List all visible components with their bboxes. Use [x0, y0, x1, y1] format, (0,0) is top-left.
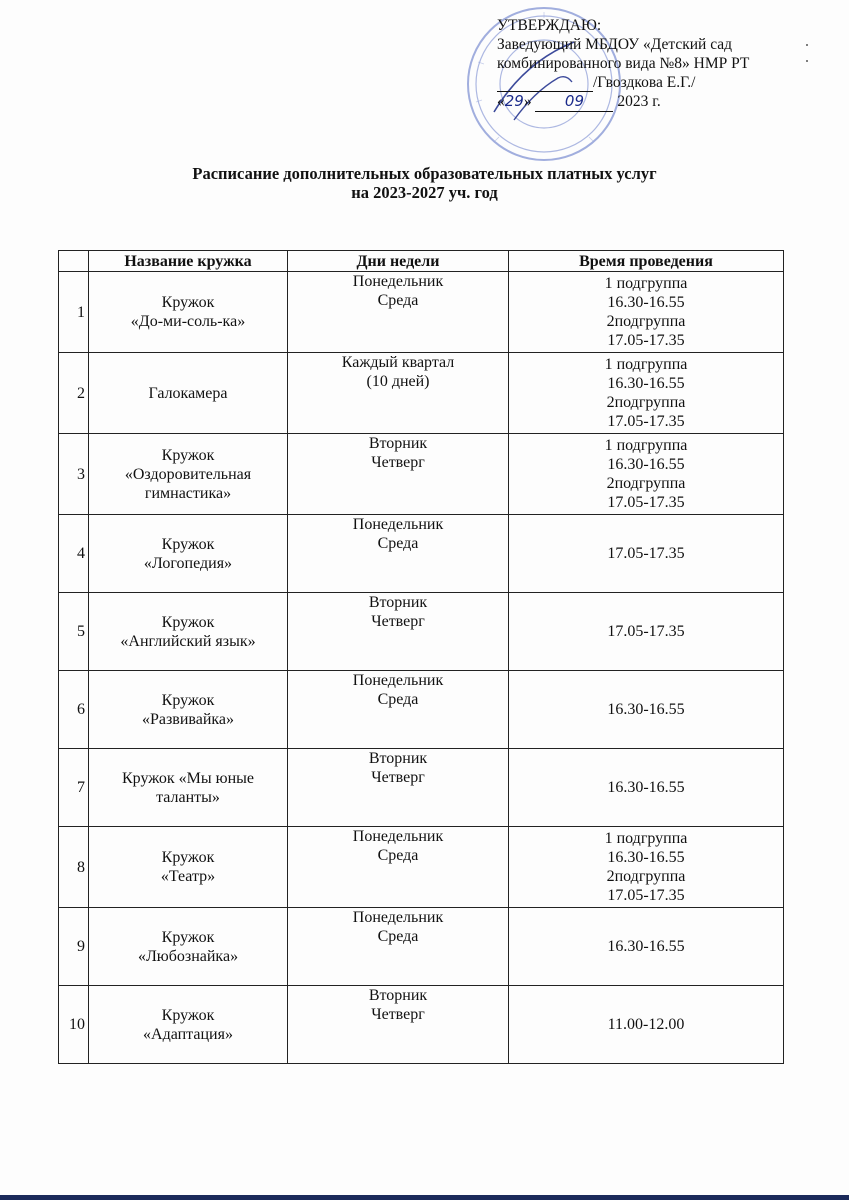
table-row	[59, 272, 784, 353]
week-days-line: Понедельник	[352, 909, 444, 926]
row-number: 8	[59, 827, 89, 908]
club-name-line: «До-ми-соль-ка»	[130, 313, 246, 330]
session-time-line: 2подгруппа	[606, 313, 686, 330]
header-time: Время проведения	[509, 251, 784, 272]
session-time-line: 16.30-16.55	[607, 456, 685, 473]
session-time-line: 16.30-16.55	[607, 849, 685, 866]
club-name-line: «Театр»	[160, 868, 216, 885]
table-row	[59, 986, 784, 1064]
row-number: 4	[59, 515, 89, 593]
scan-bottom-edge	[0, 1195, 849, 1200]
session-time	[509, 671, 784, 749]
table-row	[59, 593, 784, 671]
title-line-2: на 2023-2027 уч. год	[351, 183, 498, 202]
row-number: 9	[59, 908, 89, 986]
date-month: 09	[535, 92, 613, 112]
week-days-line: Понедельник	[352, 672, 444, 689]
club-name-line: «Английский язык»	[120, 632, 256, 650]
approver-name: /Гвоздкова Е.Г./	[593, 74, 696, 91]
week-days-line: Среда	[377, 928, 419, 945]
session-time-line: 16.30-16.55	[607, 779, 685, 796]
session-time-line: 11.00-12.00	[607, 1016, 685, 1033]
table-row	[59, 434, 784, 515]
club-name-line: «Адаптация»	[143, 1025, 233, 1043]
week-days	[288, 272, 509, 353]
approval-signature-line	[497, 73, 749, 92]
club-name-line: Кружок	[161, 691, 215, 709]
club-name-line: «Любознайка»	[137, 947, 239, 965]
row-number: 5	[59, 593, 89, 671]
club-name	[89, 749, 288, 827]
session-time-line: 1 подгруппа	[604, 356, 688, 373]
club-name-line: Галокамера	[148, 384, 228, 402]
week-days-line: Четверг	[371, 613, 425, 630]
club-name-line: Кружок	[161, 849, 215, 866]
club-name	[89, 515, 288, 593]
week-days	[288, 749, 509, 827]
club-name	[89, 434, 288, 515]
header-name: Название кружка	[89, 251, 288, 272]
session-time	[509, 986, 784, 1064]
approval-date: «29» 09 2023 г.	[497, 92, 661, 110]
club-name-line: таланты»	[156, 788, 220, 806]
session-time-line: 1 подгруппа	[604, 275, 688, 292]
session-time-line: 17.05-17.35	[607, 623, 685, 640]
club-name-line: Кружок	[161, 535, 215, 553]
session-time	[509, 434, 784, 515]
week-days-line: (10 дней)	[366, 373, 430, 390]
session-time-line: 17.05-17.35	[607, 494, 685, 511]
approval-heading: УТВЕРЖДАЮ:	[497, 17, 602, 34]
club-name	[89, 353, 288, 434]
week-days	[288, 986, 509, 1064]
session-time-line: 2подгруппа	[606, 475, 686, 492]
week-days	[288, 908, 509, 986]
club-name-line: Кружок	[161, 1006, 215, 1024]
week-days-line: Понедельник	[352, 273, 444, 290]
session-time-line: 17.05-17.35	[607, 887, 685, 904]
row-number: 3	[59, 434, 89, 515]
session-time-line: 17.05-17.35	[607, 413, 685, 430]
week-days-line: Каждый квартал	[341, 354, 455, 371]
session-time-line: 16.30-16.55	[607, 375, 685, 392]
week-days-line: Среда	[377, 691, 419, 708]
week-days	[288, 434, 509, 515]
week-days-line: Вторник	[368, 435, 428, 452]
approval-block	[497, 16, 749, 112]
week-days	[288, 353, 509, 434]
session-time-line: 2подгруппа	[606, 394, 686, 411]
club-name	[89, 272, 288, 353]
club-name	[89, 593, 288, 671]
week-days-line: Вторник	[368, 594, 428, 611]
session-time	[509, 515, 784, 593]
table-row	[59, 515, 784, 593]
week-days-line: Среда	[377, 292, 419, 309]
session-time	[509, 593, 784, 671]
scan-speck	[806, 44, 808, 46]
club-name	[89, 986, 288, 1064]
scan-speck	[806, 60, 808, 62]
approval-position: Заведующий МБДОУ «Детский сад	[497, 36, 733, 53]
club-name	[89, 827, 288, 908]
session-time	[509, 908, 784, 986]
header-days: Дни недели	[288, 251, 509, 272]
club-name	[89, 908, 288, 986]
header-num	[59, 251, 89, 272]
session-time-line: 1 подгруппа	[604, 437, 688, 454]
week-days-line: Вторник	[368, 987, 428, 1004]
club-name	[89, 671, 288, 749]
club-name-line: Кружок	[161, 928, 215, 946]
session-time	[509, 353, 784, 434]
week-days-line: Среда	[377, 535, 419, 552]
table-row	[59, 749, 784, 827]
week-days	[288, 827, 509, 908]
club-name-line: «Логопедия»	[143, 554, 233, 572]
table-row	[59, 908, 784, 986]
table-header-row	[59, 251, 784, 272]
row-number: 2	[59, 353, 89, 434]
session-time-line: 17.05-17.35	[607, 332, 685, 349]
week-days-line: Четверг	[371, 454, 425, 471]
club-name-line: Кружок	[161, 294, 215, 311]
club-name-line: Кружок «Мы юные	[121, 769, 255, 787]
week-days	[288, 593, 509, 671]
date-year: 2023 г.	[617, 93, 661, 110]
week-days	[288, 515, 509, 593]
club-name-line: гимнастика»	[144, 484, 232, 502]
week-days-line: Четверг	[371, 769, 425, 786]
row-number: 1	[59, 272, 89, 353]
week-days-line: Среда	[377, 847, 419, 864]
signature-blank	[497, 77, 593, 92]
date-day: 29	[504, 92, 524, 110]
table-row	[59, 671, 784, 749]
session-time	[509, 749, 784, 827]
session-time	[509, 272, 784, 353]
title-line-1: Расписание дополнительных образовательных платных услуг	[192, 164, 657, 183]
session-time-line: 16.30-16.55	[607, 294, 685, 311]
club-name-line: «Оздоровительная	[124, 465, 252, 483]
session-time	[509, 827, 784, 908]
week-days	[288, 671, 509, 749]
week-days-line: Вторник	[368, 750, 428, 767]
table-body	[59, 272, 784, 1064]
session-time-line: 16.30-16.55	[607, 938, 685, 955]
club-name-line: Кружок	[161, 446, 215, 464]
club-name-line: Кружок	[161, 613, 215, 631]
table-row	[59, 353, 784, 434]
club-name-line: «Развивайка»	[141, 710, 235, 728]
table-row	[59, 827, 784, 908]
row-number: 6	[59, 671, 89, 749]
document-title	[0, 164, 849, 202]
row-number: 7	[59, 749, 89, 827]
session-time-line: 16.30-16.55	[607, 701, 685, 718]
week-days-line: Понедельник	[352, 516, 444, 533]
row-number: 10	[59, 986, 89, 1064]
week-days-line: Четверг	[371, 1006, 425, 1023]
approval-organization: комбинированного вида №8» НМР РТ	[497, 55, 750, 72]
session-time-line: 2подгруппа	[606, 868, 686, 885]
schedule-table	[58, 250, 784, 1064]
session-time-line: 17.05-17.35	[607, 545, 685, 562]
week-days-line: Понедельник	[352, 828, 444, 845]
session-time-line: 1 подгруппа	[604, 830, 688, 847]
